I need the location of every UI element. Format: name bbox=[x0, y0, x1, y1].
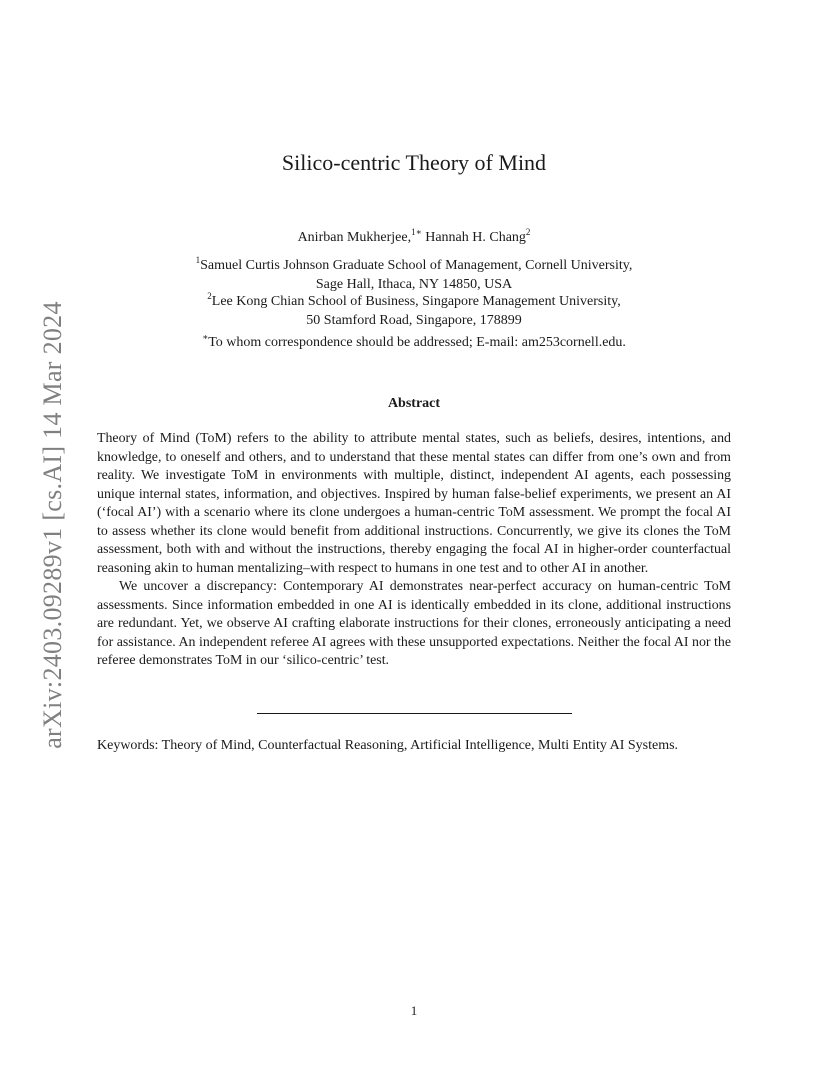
page-number: 1 bbox=[410, 1003, 418, 1018]
abstract-heading: Abstract bbox=[387, 396, 441, 411]
author-1-marks: 1∗ bbox=[411, 227, 422, 237]
affiliation-2-line-1: Lee Kong Chian School of Business, Singapore Management University, bbox=[211, 294, 621, 309]
affiliation-1-line-2: Sage Hall, Ithaca, NY 14850, USA bbox=[315, 276, 513, 292]
abstract-paragraph-1: Theory of Mind (ToM) refers to the ability to attribute mental states, such as beliefs, desires, intentions, and knowledge, to oneself and others, and to understand that these mental states can differ from one’s own and from reality. We investigate ToM in environments with multiple, distinct, independent AI agents, each possessing unique internal states, information, and objectives. Inspired by human false-belief experiments, we present an AI (‘focal AI’) with a scenario where its clone undergoes a human-centric ToM assessment. We prompt the focal AI to assess whether its clone would benefit from additional instructions. Concurrently, we give its clones the ToM assessment, both with and without the instructions, thereby engaging the focal AI in higher-order counterfactual reasoning akin to human mentalizing–with respect to humans in one test and to other AI in another. bbox=[97, 431, 731, 576]
affiliation-2-line-2: 50 Stamford Road, Singapore, 178899 bbox=[306, 312, 522, 328]
author-2-marks: 2 bbox=[525, 227, 531, 237]
correspondence-text: To whom correspondence should be addressed; E-mail: am253cornell.edu. bbox=[208, 335, 626, 350]
section-divider bbox=[257, 713, 572, 714]
affiliation-1-mark: 1 bbox=[195, 255, 201, 265]
keywords: Keywords: Theory of Mind, Counterfactual Reasoning, Artificial Intelligence, Multi Entity AI Systems. bbox=[97, 738, 679, 753]
author-1-name: Anirban Mukherjee, bbox=[297, 230, 412, 245]
affiliation-2-mark: 2 bbox=[207, 291, 212, 301]
affiliation-1-line-1: Samuel Curtis Johnson Graduate School of Management, Cornell University, bbox=[200, 258, 633, 273]
correspondence-note bbox=[0, 332, 828, 351]
paper-title: Silico-centric Theory of Mind bbox=[281, 150, 547, 175]
arxiv-sidebar-stamp bbox=[36, 290, 70, 760]
author-line bbox=[0, 227, 828, 246]
affiliation-2 bbox=[0, 293, 828, 330]
affiliation-1 bbox=[0, 257, 828, 294]
arxiv-identifier: arXiv:2403.09289v1 [cs.AI] 14 Mar 2024 bbox=[38, 301, 67, 749]
author-2-name: Hannah H. Chang bbox=[425, 230, 526, 245]
abstract-body bbox=[97, 430, 731, 671]
abstract-paragraph-2: We uncover a discrepancy: Contemporary AI demonstrates near-perfect accuracy on human-centric ToM assessments. Since information embedded in one AI is identically embedded in its clone, additional instructions are redundant. Yet, we observe AI crafting elaborate instructions for their clones, erroneously anticipating a need for assistance. An independent referee AI agrees with these unsupported expectations. Neither the focal AI nor the referee demonstrates ToM in our ‘silico-centric’ test. bbox=[97, 579, 731, 668]
correspondence-mark: ∗ bbox=[202, 332, 209, 342]
